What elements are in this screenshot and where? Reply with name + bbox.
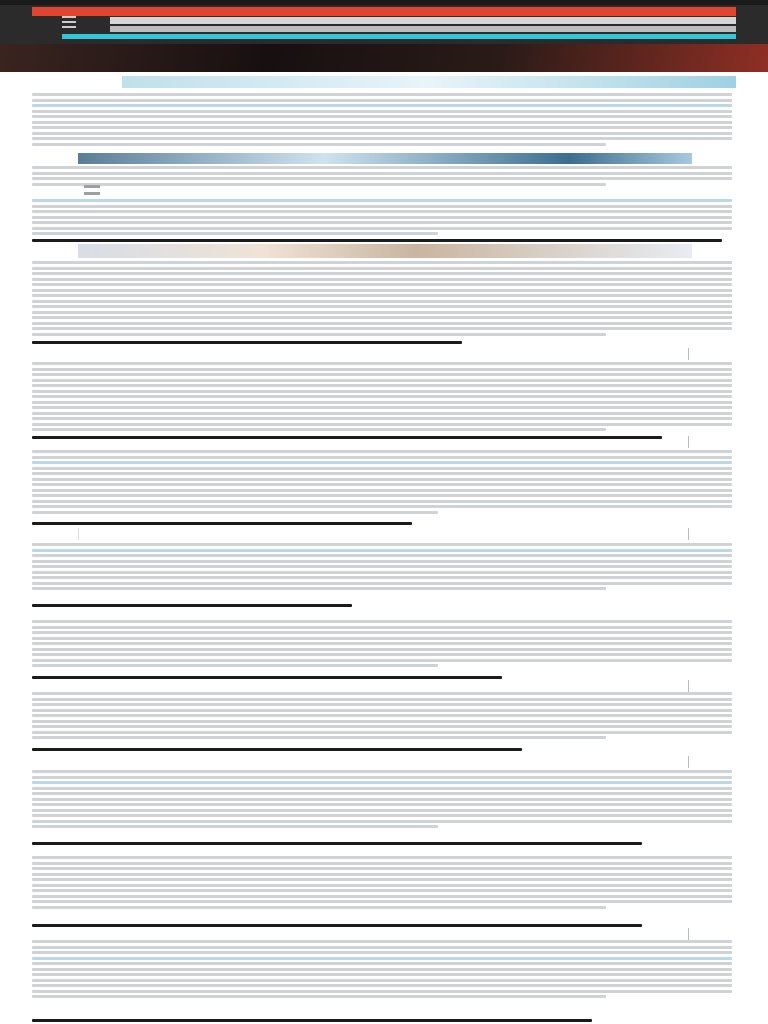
section-heading-rule [32, 341, 462, 344]
nav-items [172, 7, 256, 16]
article-top-image [122, 76, 736, 88]
column-divider [688, 348, 689, 360]
search-input[interactable] [110, 17, 736, 24]
paragraph [32, 620, 732, 670]
column-divider [688, 680, 689, 692]
column-divider [688, 756, 689, 768]
search-suggestion-bar [110, 26, 736, 32]
site-header [0, 0, 768, 44]
paragraph [32, 199, 732, 238]
section-heading-rule [32, 604, 352, 607]
paragraph [32, 770, 732, 831]
section-heading-rule [32, 239, 722, 242]
column-divider [688, 928, 689, 940]
article-image-2 [78, 244, 692, 258]
paragraph [32, 450, 732, 516]
paragraph [32, 362, 732, 434]
article-image-1 [78, 153, 692, 164]
column-divider [688, 436, 689, 448]
section-heading-rule [32, 748, 522, 751]
paragraph [32, 93, 732, 148]
section-heading-rule [32, 1019, 592, 1022]
paragraph [32, 543, 732, 593]
top-strip [0, 0, 768, 5]
paragraph [32, 692, 732, 742]
list-bullet [84, 185, 100, 188]
accent-bar [62, 34, 736, 39]
hamburger-menu-icon[interactable] [62, 16, 76, 28]
paragraph [32, 940, 732, 1001]
paragraph [32, 166, 732, 188]
list-bullet [84, 192, 100, 195]
hero-banner [0, 44, 768, 72]
section-heading-rule [32, 436, 662, 439]
column-divider [78, 528, 79, 540]
main-nav [32, 7, 736, 16]
section-heading-rule [32, 522, 412, 525]
section-heading-rule [32, 676, 502, 679]
section-heading-rule [32, 924, 642, 927]
paragraph [32, 261, 732, 338]
column-divider [688, 528, 689, 540]
section-heading-rule [32, 842, 642, 845]
paragraph [32, 856, 732, 911]
